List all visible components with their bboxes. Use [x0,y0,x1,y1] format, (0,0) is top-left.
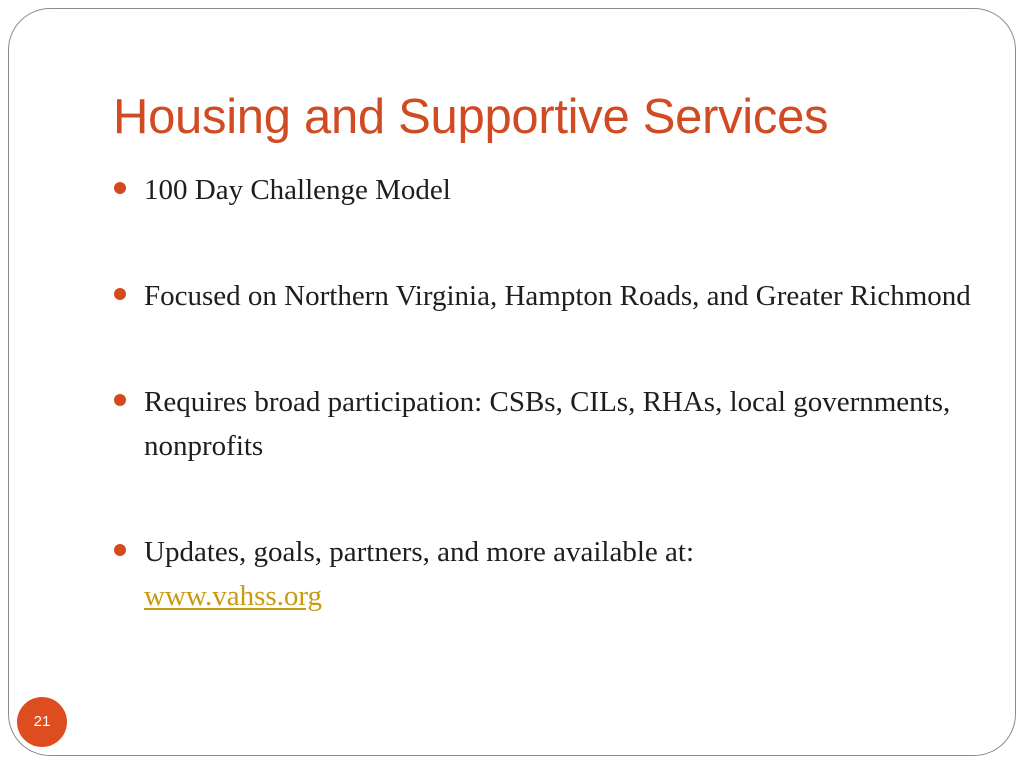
vahss-website-link[interactable]: www.vahss.org [144,580,323,612]
bullet-dot-icon [114,394,126,406]
bullet-list [114,168,974,680]
bullet-text: 100 Day Challenge Model [144,174,451,206]
bullet-dot-icon [114,182,126,194]
bullet-dot-icon [114,544,126,556]
bullet-text: Requires broad participation: CSBs, CILs, RHAs, local governments, nonprofits [144,386,951,462]
page-number-badge: 21 [17,697,67,747]
bullet-dot-icon [114,288,126,300]
bullet-item [114,168,974,212]
bullet-text: Focused on Northern Virginia, Hampton Roads, and Greater Richmond [144,280,971,312]
bullet-item [114,274,974,318]
slide-title: Housing and Supportive Services [113,90,829,144]
bullet-text: Updates, goals, partners, and more available at: [144,536,694,568]
bullet-item [114,530,974,618]
bullet-item [114,380,974,468]
